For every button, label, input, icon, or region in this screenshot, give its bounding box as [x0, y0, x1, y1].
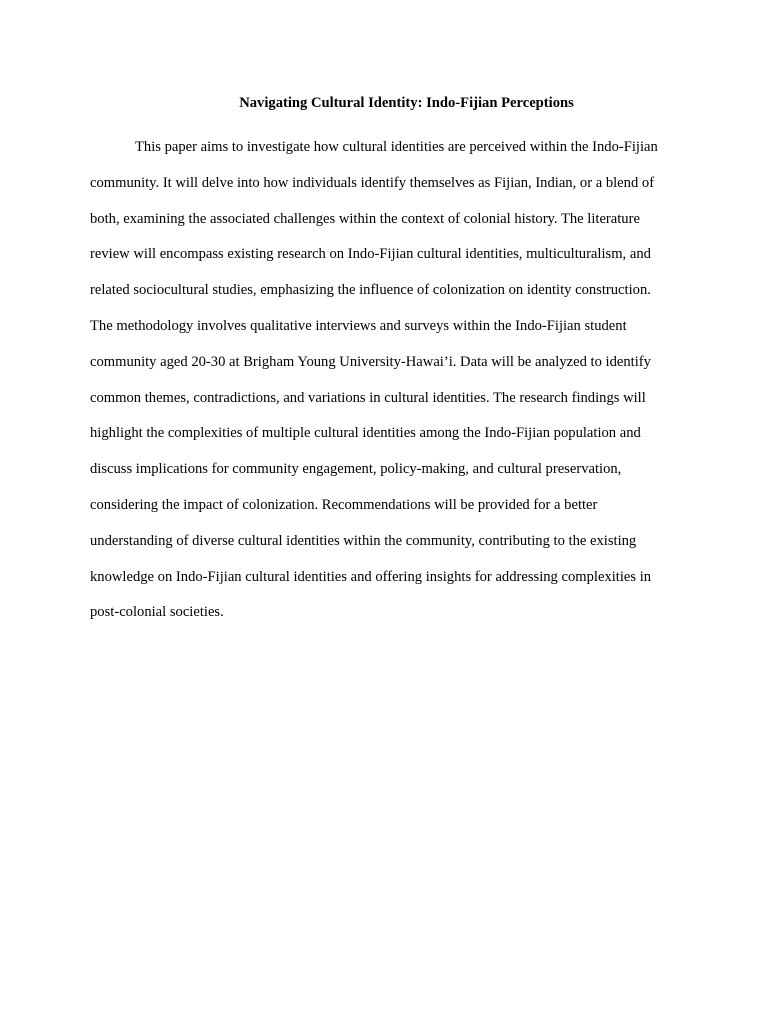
- paragraph-line: related sociocultural studies, emphasizing the influence of colonization on identity construction.: [90, 282, 651, 299]
- paragraph-line: community aged 20-30 at Brigham Young University-Hawai’i. Data will be analyzed to identify: [90, 353, 651, 370]
- paragraph-line: The methodology involves qualitative interviews and surveys within the Indo-Fijian student: [90, 317, 627, 334]
- paragraph-line: post-colonial societies.: [90, 604, 224, 621]
- paragraph-line: both, examining the associated challenges within the context of colonial history. The literature: [90, 210, 640, 227]
- document-title: Navigating Cultural Identity: Indo-Fijian Perceptions: [239, 95, 574, 111]
- paragraph-line: common themes, contradictions, and variations in cultural identities. The research findings will: [90, 389, 646, 406]
- paragraph-line: discuss implications for community engagement, policy-making, and cultural preservation,: [90, 461, 622, 478]
- paragraph-line: community. It will delve into how individuals identify themselves as Fijian, Indian, or a blend of: [90, 174, 655, 191]
- paragraph-line: review will encompass existing research on Indo-Fijian cultural identities, multiculturalism, and: [90, 246, 651, 263]
- paragraph-line: highlight the complexities of multiple cultural identities among the Indo-Fijian population and: [90, 425, 641, 442]
- paragraph-line: considering the impact of colonization. Recommendations will be provided for a better: [90, 496, 598, 513]
- paragraph-line: knowledge on Indo-Fijian cultural identities and offering insights for addressing complexities in: [90, 568, 652, 585]
- abstract-paragraph: [90, 130, 690, 631]
- paragraph-line: understanding of diverse cultural identities within the community, contributing to the existing: [90, 532, 637, 549]
- paragraph-line: This paper aims to investigate how cultural identities are perceived within the Indo-Fijian: [135, 139, 658, 155]
